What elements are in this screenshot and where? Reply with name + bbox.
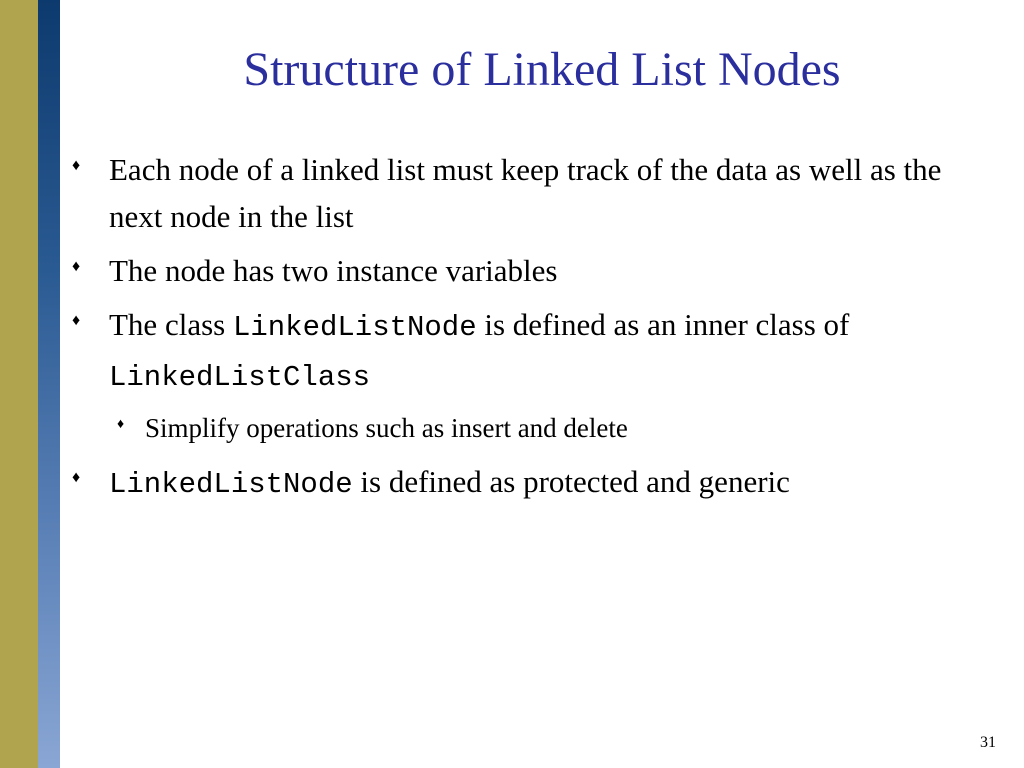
diamond-bullet-icon: ♦ [117,417,125,432]
left-gold-bar [0,0,38,768]
code-linkedlistnode: LinkedListNode [232,311,477,344]
diamond-bullet-icon: ♦ [72,312,81,329]
bullet-text-pre: The class [109,307,233,342]
bullet-item-2 [72,247,972,294]
code-linkedlistclass: LinkedListClass [109,361,371,394]
page-number: 31 [980,734,996,751]
sub-bullet-text: Simplify operations such as insert and delete [145,413,628,443]
bullet-item-1 [72,146,972,240]
diamond-bullet-icon: ♦ [72,258,81,275]
code-linkedlistnode: LinkedListNode [109,468,353,501]
bullet-list [72,146,972,515]
bullet-text: Each node of a linked list must keep track of the data as well as the next node in the list [109,152,942,234]
slide-title: Structure of Linked List Nodes [243,43,841,96]
bullet-text-mid: is defined as an inner class of [476,307,850,342]
bullet-text: The node has two instance variables [109,253,558,288]
bullet-text-post: is defined as protected and generic [352,464,790,499]
diamond-bullet-icon: ♦ [72,469,81,486]
bullet-item-4 [72,458,972,508]
bullet-item-3 [72,301,972,401]
left-blue-gradient-bar [38,0,60,768]
diamond-bullet-icon: ♦ [72,157,81,174]
sub-bullet-item [117,408,972,448]
